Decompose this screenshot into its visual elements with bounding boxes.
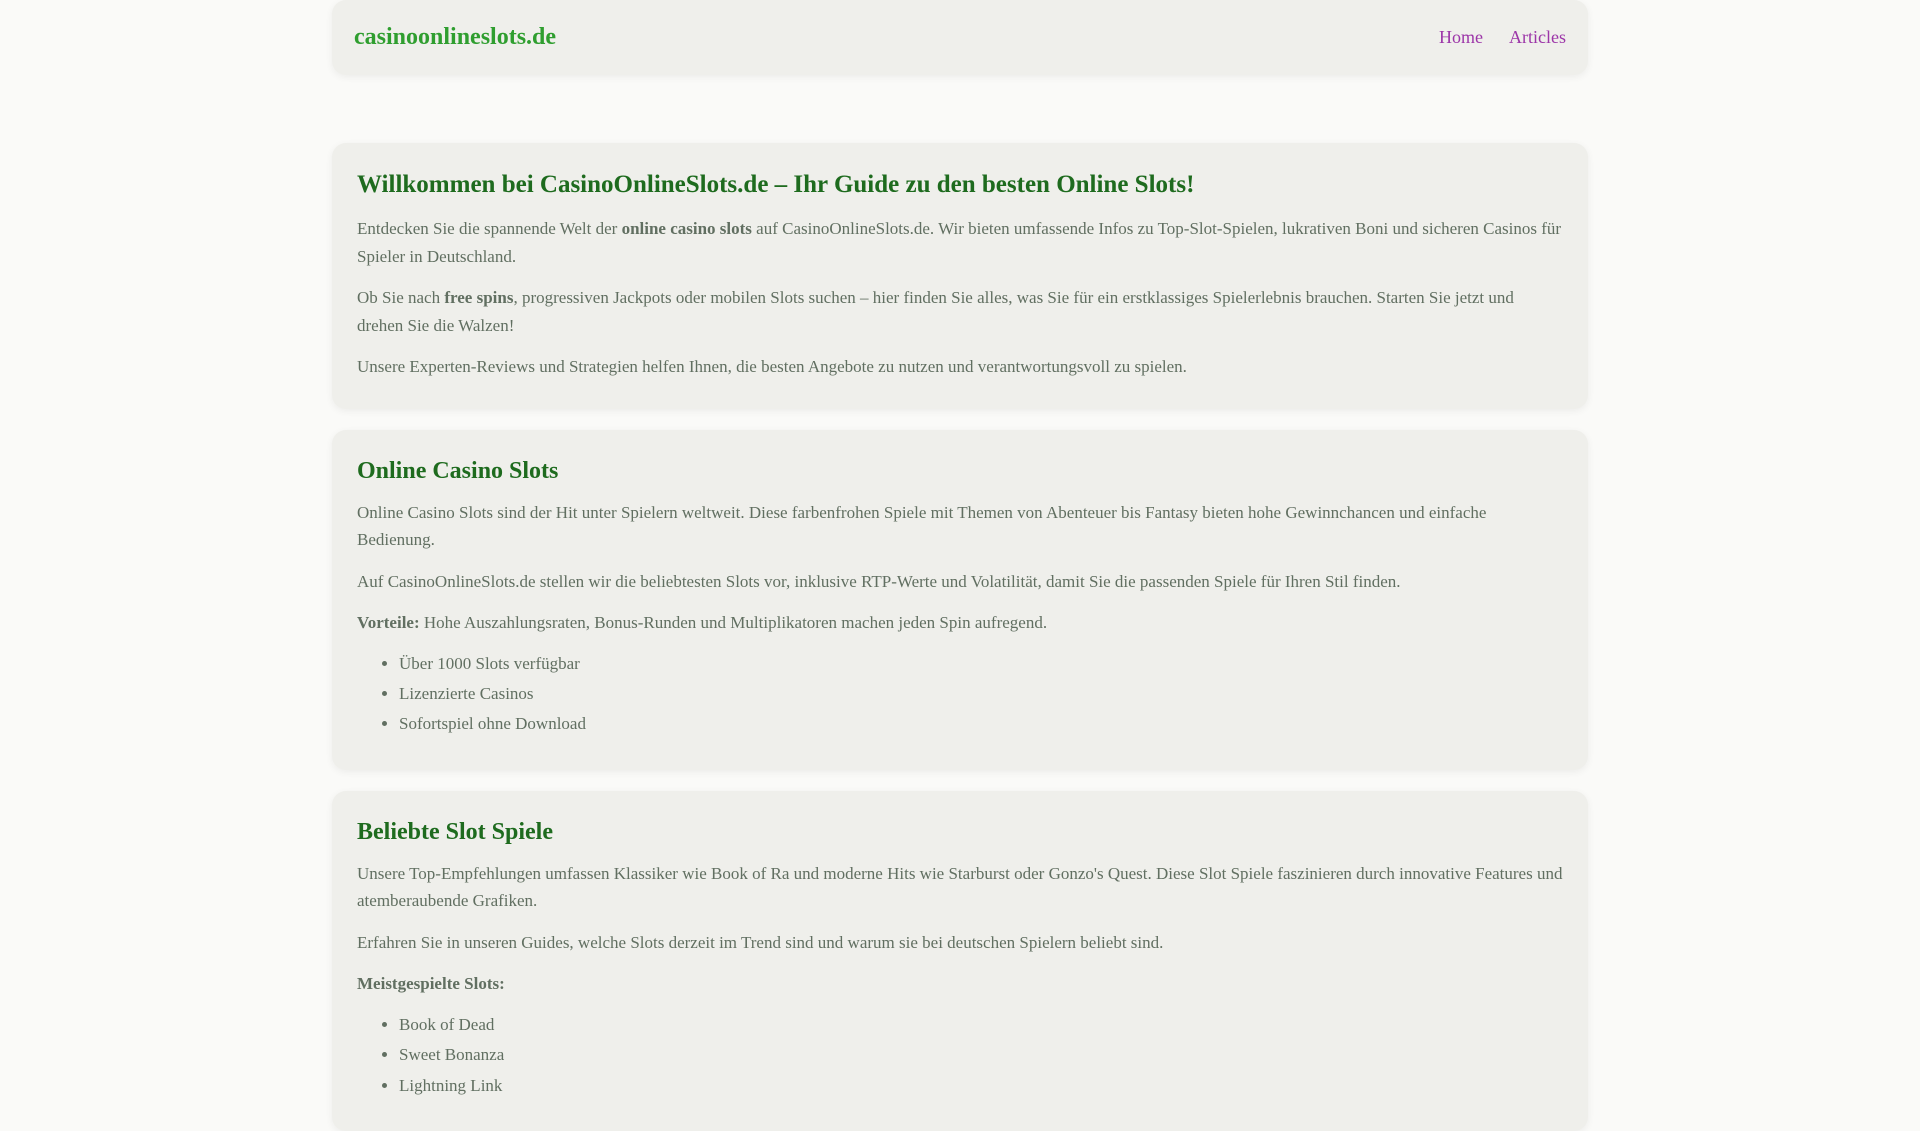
bold-keyword-free-spins: free spins — [444, 288, 514, 308]
welcome-section — [332, 143, 1588, 409]
welcome-paragraph-3: Unsere Experten-Reviews und Strategien helfen Ihnen, die besten Angebote zu nutzen und verantwortungsvoll zu spielen. — [357, 357, 1187, 377]
main-content — [332, 143, 1588, 1131]
text-segment: Entdecken Sie die spannende Welt der — [357, 219, 622, 238]
popular-paragraph-1: Unsere Top-Empfehlungen umfassen Klassiker wie Book of Ra und moderne Hits wie Starburst oder Gonzo's Quest. Diese Slot Spiele faszinieren durch innovative Features und atemberaubende Grafiken. — [357, 863, 1563, 911]
text-segment: Hohe Auszahlungsraten, Bonus-Runden und Multiplikatoren machen jeden Spin aufregend. — [419, 613, 1048, 633]
list-item: • Über 1000 Slots verfügbar — [399, 651, 1563, 677]
popular-slots-list — [357, 1012, 1563, 1099]
slots-benefits-list — [357, 651, 1563, 738]
text-segment: auf CasinoOnlineSlots.de. Wir bieten umfassende Infos zu Top-Slot-Spielen, lukrativen Boni und sicheren Casinos für Spieler in Deutschland. — [357, 219, 1562, 266]
page-container — [332, 0, 1588, 1131]
bold-label-vorteile: Vorteile: — [357, 613, 420, 633]
bold-label-meistgespielte-slots: Meistgespielte Slots: — [357, 974, 505, 994]
popular-paragraph-2: Erfahren Sie in unseren Guides, welche Slots derzeit im Trend sind und warum sie bei deutschen Spielern beliebt sind. — [357, 932, 1164, 952]
list-item: • Sweet Bonanza — [399, 1042, 1563, 1068]
site-logo[interactable]: casinoonlineslots.de — [354, 24, 557, 50]
popular-slots-section — [332, 791, 1588, 1131]
list-item: • Book of Dead — [399, 1012, 1563, 1038]
slots-paragraph-vorteile — [357, 609, 1563, 637]
welcome-paragraph-1 — [357, 215, 1563, 270]
list-item: • Sofortspiel ohne Download — [399, 711, 1563, 737]
welcome-paragraph-2 — [357, 284, 1563, 339]
nav-link-articles[interactable]: Articles — [1509, 27, 1566, 47]
slots-section-title: Online Casino Slots — [357, 457, 559, 484]
site-header — [332, 0, 1588, 75]
slots-paragraph-1: Online Casino Slots sind der Hit unter Spielern weltweit. Diese farbenfrohen Spiele mit Themen von Abenteuer bis Fantasy bieten hohe Gewinnchancen und einfache Bedienung. — [357, 502, 1487, 550]
nav-link-home[interactable]: Home — [1439, 27, 1484, 47]
list-item: • Lightning Link — [399, 1073, 1563, 1099]
welcome-title: Willkommen bei CasinoOnlineSlots.de – Ihr Guide zu den besten Online Slots! — [357, 171, 1195, 198]
bold-keyword-online-casino-slots: online casino slots — [621, 219, 752, 238]
text-segment: , progressiven Jackpots oder mobilen Slots suchen – hier finden Sie alles, was Sie für ein erstklassiges Spielerlebnis brauchen. Starten Sie jetzt und drehen Sie die Walzen! — [357, 288, 1514, 335]
popular-section-title: Beliebte Slot Spiele — [357, 818, 553, 845]
text-segment: Ob Sie nach — [357, 288, 445, 308]
online-casino-slots-section — [332, 430, 1588, 770]
slots-paragraph-2: Auf CasinoOnlineSlots.de stellen wir die beliebtesten Slots vor, inklusive RTP-Werte und Volatilität, damit Sie die passenden Spiele für Ihren Stil finden. — [357, 571, 1401, 591]
popular-paragraph-label — [357, 970, 1563, 998]
main-nav — [1439, 27, 1566, 48]
list-item: • Lizenzierte Casinos — [399, 681, 1563, 707]
